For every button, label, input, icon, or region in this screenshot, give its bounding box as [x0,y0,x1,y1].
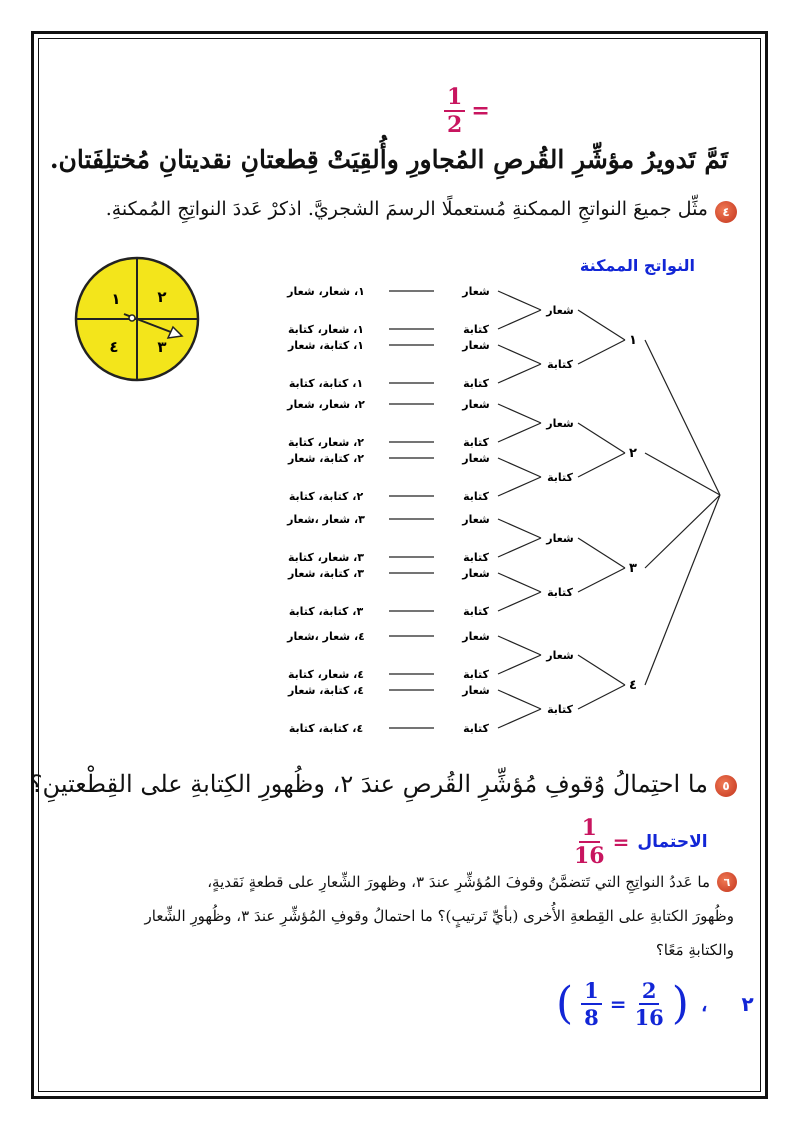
tree-outcome: ٤، كتابة، شعار [287,684,365,697]
tree-outcome: ٣، كتابة، شعار [287,567,365,580]
question-5-answer [574,817,708,867]
branch-coin1-to-coin2 [498,709,541,728]
tree-coin1-label: كتابة [547,703,573,716]
question-6-line-2: وظُهورَ الكتابةِ على القِطعةِ الأُخرى (بأيِّ تَرتيبٍ)؟ ما احتمالُ وقوفِ المُؤشِّرِ عندَ ٣، وظُهورِ الشِّعار [144,907,734,925]
tree-coin2-label: كتابة [463,605,489,618]
tree-outcome: ١، كتابة، شعار [287,339,365,352]
branch-spinner-to-coin1 [578,423,625,453]
branch-coin1-to-coin2 [498,458,541,477]
tree-coin2-label: شعار [462,339,490,352]
tree-outcome: ٣، شعار ،شعار [287,513,365,526]
branch-coin1-to-coin2 [498,538,541,557]
branch-root-to-1 [645,340,720,495]
question-6-line-1: ما عَددُ النواتِجِ التي تَتضمَّنُ وقوفَ المُؤشِّرِ عندَ ٣، وظهورَ الشِّعارِ على قطعةٍ نَقديةٍ، [207,873,710,891]
branch-root-to-4 [645,495,720,685]
question-6-badge: ٦ [717,872,737,892]
question-6-fraction-2: $\frac{2}{16}$ [634,978,664,1030]
question-4-badge: ٤ [715,201,737,223]
question-6-equals: = [609,992,627,1016]
question-5-answer-fraction: $\frac{1}{16}$ [574,815,605,869]
tree-coin1-label: كتابة [547,358,573,371]
spinner-sector-4: ٤ [109,338,119,356]
tree-coin2-label: كتابة [463,722,489,735]
branch-coin1-to-coin2 [498,636,541,655]
branch-coin1-to-coin2 [498,310,541,329]
tree-outcome: ٢، شعار، كتابة [287,436,365,449]
tree-coin2-label: شعار [462,567,490,580]
tree-coin2-label: كتابة [463,551,489,564]
branch-root-to-2 [645,453,720,495]
tree-outcome: ٢، كتابة، كتابة [288,490,364,503]
top-answer-equals: = [471,98,490,124]
tree-coin2-label: كتابة [463,323,489,336]
branch-spinner-to-coin1 [578,568,625,592]
question-5-badge: ٥ [715,775,737,797]
branch-root-to-3 [645,495,720,568]
tree-coin2-label: شعار [462,630,490,643]
paren-close: ) [671,978,689,1029]
tree-coin1-label: كتابة [547,471,573,484]
tree-coin1-label: شعار [546,532,574,545]
branch-coin1-to-coin2 [498,364,541,383]
tree-coin1-label: شعار [546,417,574,430]
branch-spinner-to-coin1 [578,685,625,709]
tree-outcome: ٢، شعار، شعار [287,398,365,411]
branch-coin1-to-coin2 [498,291,541,310]
branch-coin1-to-coin2 [498,592,541,611]
branch-coin1-to-coin2 [498,477,541,496]
tree-coin2-label: كتابة [463,377,489,390]
question-6-separator: ، [700,992,708,1016]
tree-outcome: ٣، شعار، كتابة [287,551,365,564]
paren-open: ( [556,978,574,1029]
question-6-count: ٢ [741,992,754,1016]
spinner-sector-1: ١ [111,290,121,308]
question-6-line-3: والكتابةِ مَعًا؟ [655,941,734,959]
question-5-text: ما احتِمالُ وُقوفِ مُؤشِّرِ القُرصِ عندَ ٢، وظُهورِ الكِتابةِ على القِطْعتينِ؟ [29,770,708,798]
tree-labels [286,285,637,735]
tree-coin2-label: كتابة [463,668,489,681]
spinner-sector-3: ٣ [157,338,167,356]
question-6-fraction-1: $\frac{1}{8}$ [581,980,602,1028]
tree-coin2-label: شعار [462,513,490,526]
branch-coin1-to-coin2 [498,573,541,592]
outcomes-heading: النواتج الممكنة [579,256,695,275]
tree-branches [389,291,720,728]
tree-spinner-value: ٤ [629,678,637,693]
tree-coin2-label: شعار [462,452,490,465]
tree-outcome: ٤، شعار، كتابة [287,668,365,681]
tree-coin2-label: شعار [462,285,490,298]
tree-outcome: ٤، كتابة، كتابة [288,722,364,735]
branch-coin1-to-coin2 [498,404,541,423]
intro-sentence: تَمَّ تَدويرُ مؤشِّرِ القُرصِ المُجاورِ وأُلقِيَتْ قِطعتانِ نقديتانِ مُختلِفَتان. [49,145,728,174]
branch-spinner-to-coin1 [578,340,625,364]
branch-spinner-to-coin1 [578,655,625,685]
tree-coin2-label: شعار [462,684,490,697]
branch-coin1-to-coin2 [498,655,541,674]
tree-coin2-label: كتابة [463,490,489,503]
top-answer-fraction: $\frac{1}{2}$ [444,86,465,136]
question-5-answer-label: الاحتمال [637,832,708,852]
tree-outcome: ١، كتابة، كتابة [288,377,364,390]
branch-coin1-to-coin2 [498,690,541,709]
branch-coin1-to-coin2 [498,423,541,442]
tree-outcome: ١، شعار، شعار [287,285,365,298]
question-5-answer-equals: = [612,830,630,854]
tree-outcome: ١، شعار، كتابة [287,323,365,336]
branch-coin1-to-coin2 [498,345,541,364]
tree-outcome: ٢، كتابة، شعار [287,452,365,465]
tree-spinner-value: ٢ [629,446,637,461]
question-6-answer [556,980,754,1028]
tree-outcome: ٤، شعار ،شعار [287,630,365,643]
spinner-sector-2: ٢ [157,288,167,306]
tree-spinner-value: ٣ [629,561,637,576]
tree-outcome: ٣، كتابة، كتابة [288,605,364,618]
branch-spinner-to-coin1 [578,310,625,340]
tree-coin2-label: شعار [462,398,490,411]
branch-spinner-to-coin1 [578,538,625,568]
tree-coin1-label: كتابة [547,586,573,599]
question-4-text: مثِّل جميعَ النواتجِ الممكنةِ مُستعملًا الرسمَ الشجريَّ. اذكرْ عَددَ النواتِجِ المُمكنةِ. [105,198,708,220]
tree-coin1-label: شعار [546,649,574,662]
branch-coin1-to-coin2 [498,519,541,538]
tree-coin1-label: شعار [546,304,574,317]
branch-spinner-to-coin1 [578,453,625,477]
tree-coin2-label: كتابة [463,436,489,449]
tree-spinner-value: ١ [629,333,637,348]
